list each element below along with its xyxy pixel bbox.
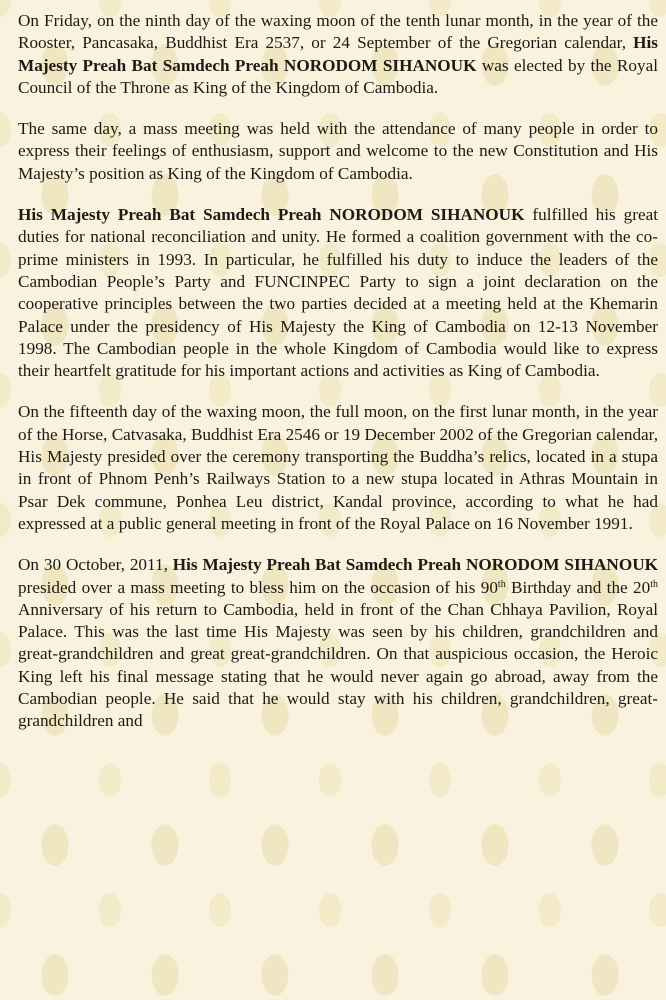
document-page (18, 10, 658, 752)
paragraph-text: On the fifteenth day of the waxing moon, the full moon, on the first lunar month, in the year of the Horse, Catvasaka, Buddhist Era 2546 or 19 December 2002 of the Gregorian calendar, His Majesty presided over the ceremony transporting the Buddha’s relics, located in a stupa in front of Phnom Penh’s Railways Station to a new stupa located in Athras Mountain in Psar Dek commune, Ponhea Leu district, Kandal province, according to what he had expressed at a public general meeting in front of the Royal Palace on 16 November 1991. (18, 402, 658, 533)
ordinal-superscript: th (650, 578, 658, 590)
paragraph-relics (18, 401, 658, 535)
paragraph-text: Anniversary of his return to Cambodia, held in front of the Chan Chhaya Pavilion, Royal Palace. This was the last time His Majesty was seen by his children, grandchildren and great-grandchildren and great great-grandchildren. On that auspicious occasion, the Heroic King left his final message stating that he would never again go abroad, away from the Cambodian people. He said that he would stay with his children, grandchildren, great-grandchildren and (18, 599, 658, 731)
paragraph-text: was elected by the Royal Council of the Throne as King of the Kingdom of Cambodia. (18, 55, 658, 97)
paragraph-birthday (18, 554, 658, 732)
paragraph-text: Birthday and the 20 (505, 577, 651, 597)
paragraph-text: The same day, a mass meeting was held with the attendance of many people in order to express their feelings of enthusiasm, support and welcome to the new Constitution and His Majesty’s position as King of the Kingdom of Cambodia. (18, 119, 658, 183)
paragraph-text: On 30 October, 2011, (18, 555, 173, 575)
paragraph-text: presided over a mass meeting to bless him on the occasion of his 90 (18, 577, 498, 597)
paragraph-text: On Friday, on the ninth day of the waxing moon of the tenth lunar month, in the year of the Rooster, Pancasaka, Buddhist Era 2537, or 24 September of the Gregorian calendar, (18, 11, 658, 53)
paragraph-text: fulfilled his great duties for national reconciliation and unity. He formed a coalition government with the co-prime ministers in 1993. In particular, he fulfilled his duty to induce the leaders of the Cambodian People’s Party and FUNCINPEC Party to sign a joint declaration on the cooperative principles between the two parties decided at a meeting held at the Khemarin Palace under the presidency of His Majesty the King of Cambodia on 12-13 November 1998. The Cambodian people in the whole Kingdom of Cambodia would like to express their heartfelt gratitude for his important actions and activities as King of Cambodia. (18, 205, 658, 381)
paragraph-mass-meeting (18, 118, 658, 185)
paragraph-election (18, 10, 658, 99)
king-name-bold: His Majesty Preah Bat Samdech Preah NORODOM SIHANOUK (172, 555, 658, 575)
king-name-bold: His Majesty Preah Bat Samdech Preah NORODOM SIHANOUK (18, 205, 525, 225)
paragraph-reconciliation (18, 204, 658, 382)
king-name-bold: His Majesty Preah Bat Samdech Preah NORODOM SIHANOUK (18, 33, 658, 75)
ordinal-superscript: th (497, 578, 506, 590)
